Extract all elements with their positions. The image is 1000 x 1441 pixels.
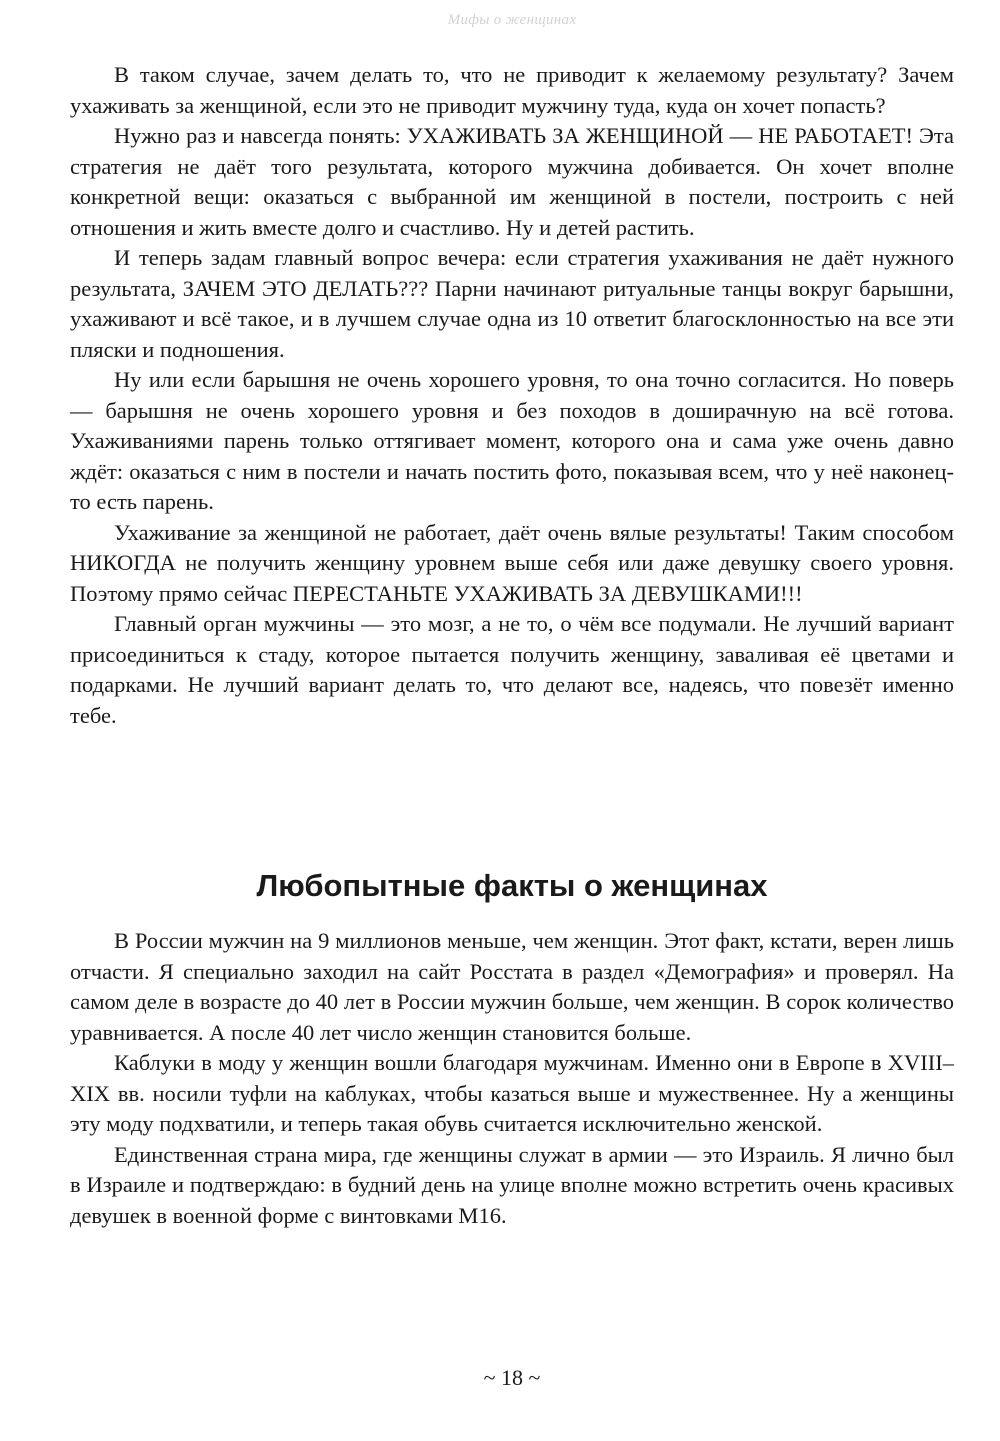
paragraph: Ухаживание за женщиной не работает, даёт очень вялые результаты! Таким способом НИКОГДА не получить женщину уровнем выше себя или даже девушку своего уровня. Поэтому прямо сейчас ПЕРЕСТАНЬТЕ УХАЖИВАТЬ ЗА ДЕВУШКАМИ!!! (70, 519, 954, 606)
section-body-1 (70, 60, 954, 731)
paragraph: Единственная страна мира, где женщины служат в армии — это Израиль. Я лично был в Израиле и подтверждаю: в будний день на улице вполне можно встретить очень красивых девушек в военной форме с винтовками М16. (70, 1141, 954, 1228)
paragraph: Ну или если барышня не очень хорошего уровня, то она точно согласится. Но поверь — барышня не очень хорошего уровня и без походов в доширачную на всё готова. Ухаживаниями парень только оттягивает момент, которого она и сама уже очень давно ждёт: оказаться с ним в постели и начать постить фото, показывая всем, что у неё наконец-то есть парень. (70, 367, 954, 514)
running-header: Мифы о женщинах (447, 12, 577, 28)
book-page (70, 0, 954, 1441)
paragraph: И теперь задам главный вопрос вечера: если стратегия ухаживания не даёт нужного результата, ЗАЧЕМ ЭТО ДЕЛАТЬ??? Парни начинают ритуальные танцы вокруг барышни, ухаживают и всё такое, и в лучшем случае одна из 10 ответит благосклонностью на все эти пляски и подношения. (70, 245, 954, 362)
page-number: ~ 18 ~ (483, 1365, 541, 1390)
paragraph: Нужно раз и навсегда понять: УХАЖИВАТЬ ЗА ЖЕНЩИНОЙ — НЕ РАБОТАЕТ! Эта стратегия не даёт того результата, которого мужчина добивается. Он хочет вполне конкретной вещи: оказаться с выбранной им женщиной в постели, построить с ней отношения и жить вместе долго и счастливо. Ну и детей растить. (70, 123, 954, 240)
paragraph: Каблуки в моду у женщин вошли благодаря мужчинам. Именно они в Европе в XVIII–XIX вв. носили туфли на каблуках, чтобы казаться выше и мужественнее. Ну а женщины эту моду подхватили, и теперь такая обувь считается исключительно женской. (70, 1050, 954, 1136)
paragraph: В России мужчин на 9 миллионов меньше, чем женщин. Этот факт, кстати, верен лишь отчасти. Я специально заходил на сайт Росстата в раздел «Демография» и проверял. На самом деле в возрасте до 40 лет в России мужчин больше, чем женщин. В сорок количество уравнивается. А после 40 лет число женщин становится больше. (70, 928, 954, 1045)
section-body-2 (70, 926, 954, 1231)
paragraph: Главный орган мужчины — это мозг, а не то, о чём все подумали. Не лучший вариант присоединиться к стаду, которое пытается получить женщину, заваливая её цветами и подарками. Не лучший вариант делать то, что делают все, надеясь, что повезёт именно тебе. (70, 611, 954, 728)
paragraph: В таком случае, зачем делать то, что не приводит к желаемому результату? Зачем ухаживать за женщиной, если это не приводит мужчину туда, куда он хочет попасть? (70, 62, 954, 118)
section-heading: Любопытные факты о женщинах (256, 868, 768, 903)
